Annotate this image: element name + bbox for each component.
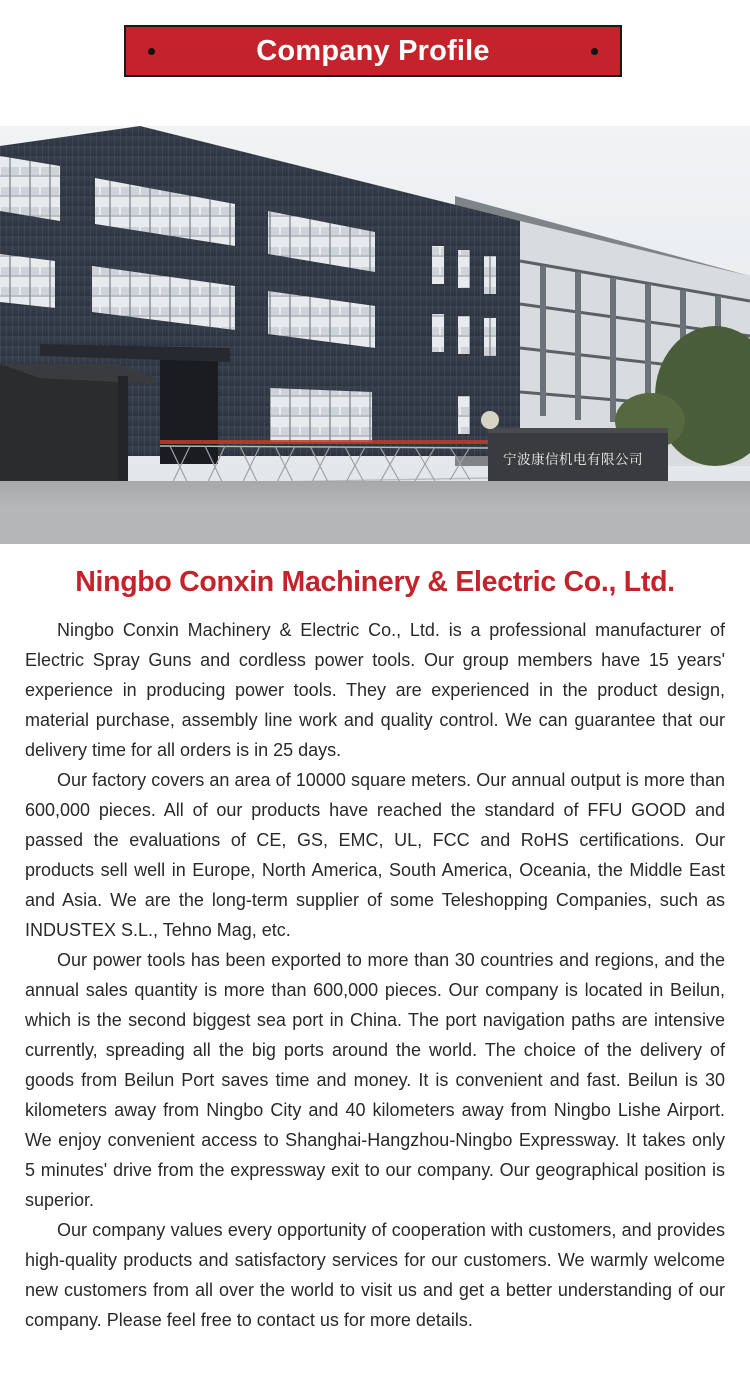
paragraph-factory: Our factory covers an area of 10000 square meters. Our annual output is more than 600,000 pieces. All of our products have reached the standard of FFU GOOD and passed the evaluations of CE, GS, EMC, UL, FCC and RoHS certifications. Our products sell well in Europe, North America, South America, Oceania, the Middle East and Asia. We are the long-term supplier of some Teleshopping Companies, such as INDUSTEX S.L., Tehno Mag, etc. bbox=[25, 770, 725, 940]
paragraph-cooperation: Our company values every opportunity of cooperation with customers, and provides high-quality products and satisfactory services for our customers. We warmly welcome new customers from all over the world to visit us and get a better understanding of our company. Please feel free to contact us for more details. bbox=[25, 1220, 725, 1330]
bullet-dot-icon bbox=[591, 48, 598, 55]
paragraph-export-location: Our power tools has been exported to more than 30 countries and regions, and the annual sales quantity is more than 600,000 pieces. Our company is located in Beilun, which is the second biggest sea port in China. The port navigation paths are intensive currently, spreading all the big ports around the world. The choice of the delivery of goods from Beilun Port saves time and money. It is convenient and fast. Beilun is 30 kilometers away from Ningbo City and 40 kilometers away from Ningbo Lishe Airport. We enjoy convenient access to Shanghai-Hangzhou-Ningbo Expressway. It takes only 5 minutes' drive from the expressway exit to our company. Our geographical position is superior. bbox=[25, 950, 725, 1210]
company-description bbox=[25, 615, 725, 1335]
paragraph-intro: Ningbo Conxin Machinery & Electric Co., Ltd. is a professional manufacturer of Electric Spray Guns and cordless power tools. Our group members have 15 years' experience in producing power tools. They are experienced in the product design, material purchase, assembly line work and quality control. We can guarantee that our delivery time for all orders is in 25 days. bbox=[25, 620, 725, 760]
company-sign: 宁波康信机电有限公司 bbox=[503, 452, 643, 468]
section-banner bbox=[124, 25, 622, 77]
section-title: Company Profile bbox=[256, 35, 490, 67]
factory-photo bbox=[0, 126, 750, 544]
company-name-heading: Ningbo Conxin Machinery & Electric Co., Ltd. bbox=[75, 566, 675, 598]
